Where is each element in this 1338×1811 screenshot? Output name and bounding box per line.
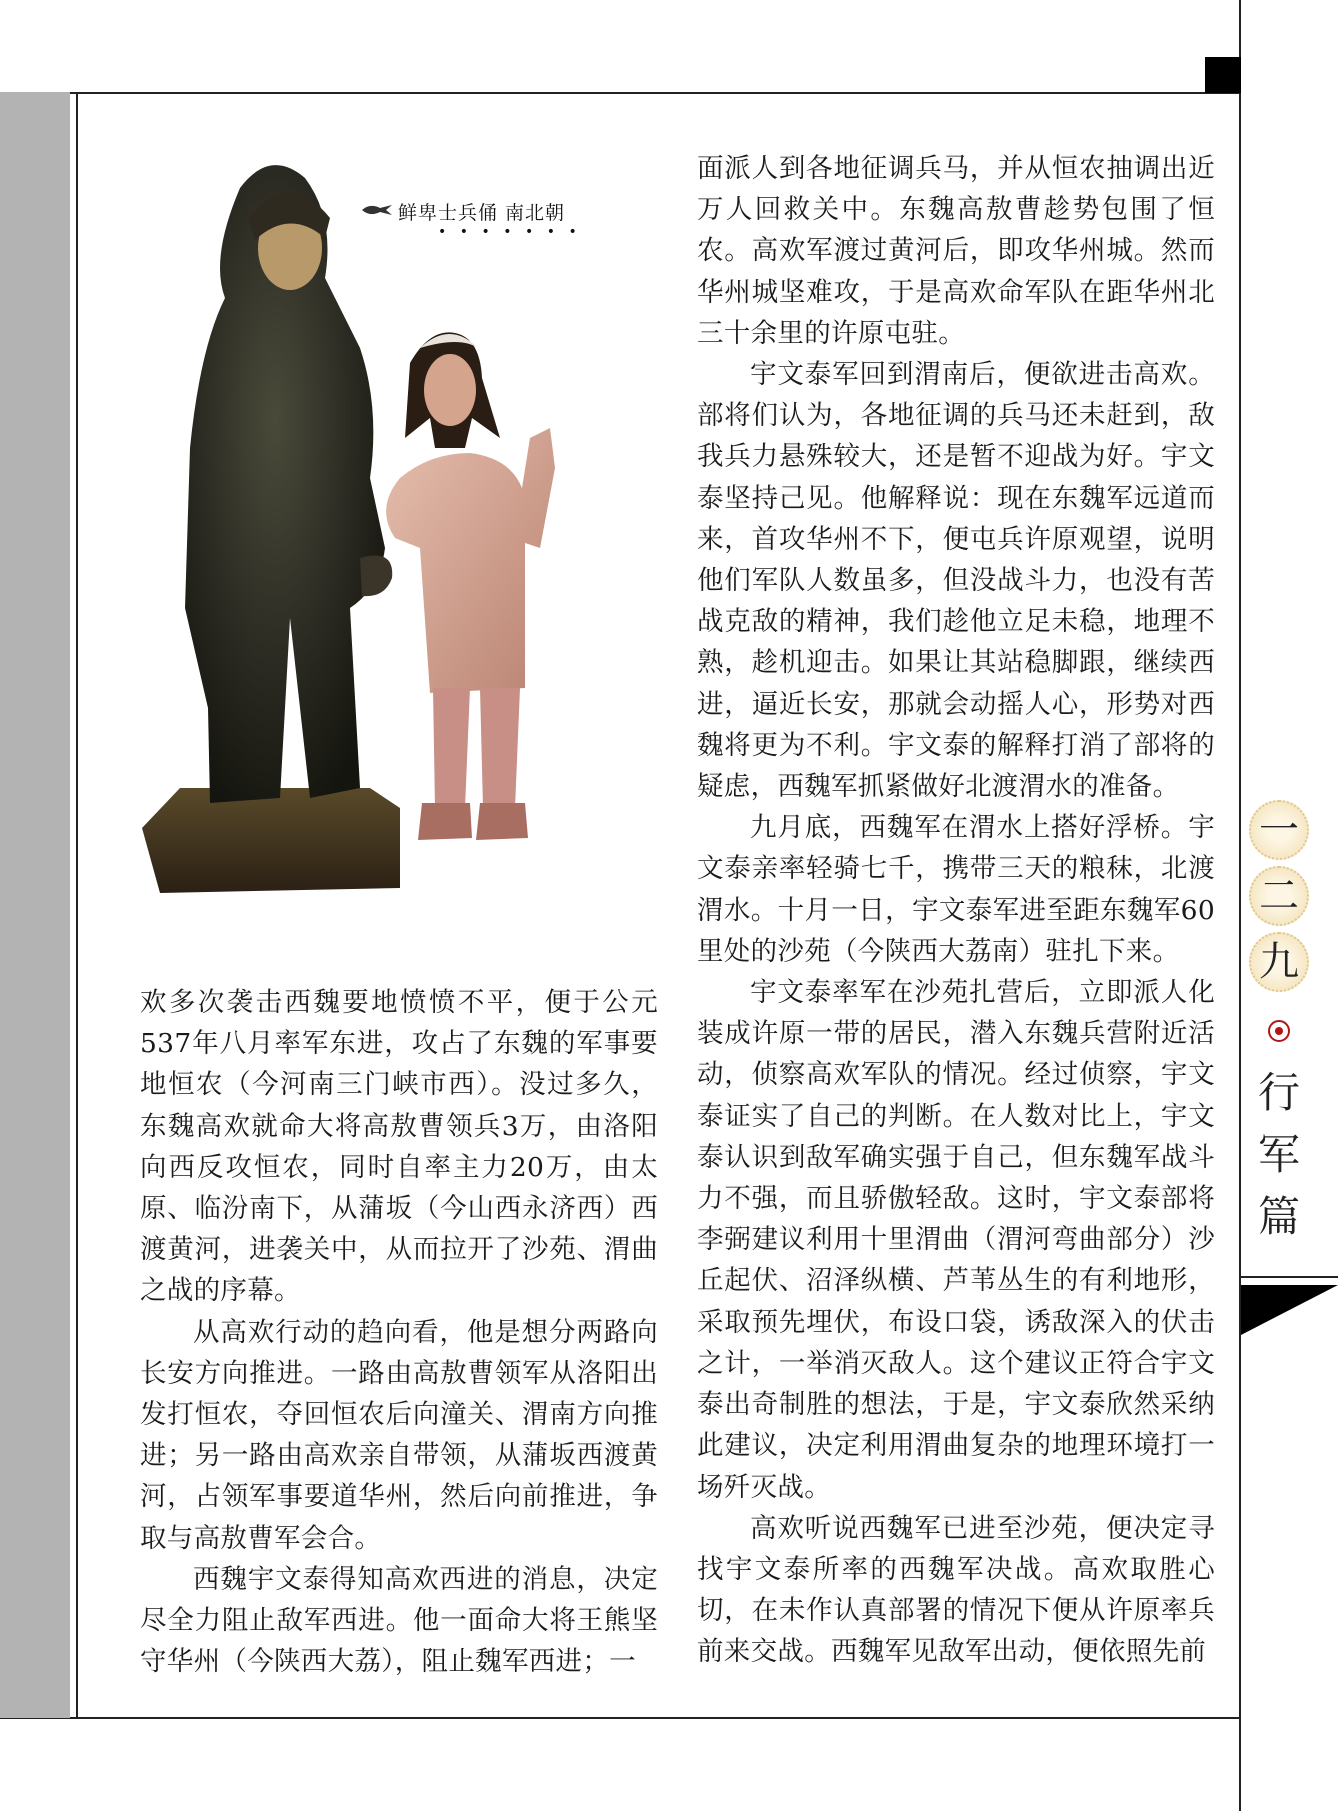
side-index [1244, 800, 1314, 1248]
caption-text: 鲜卑士兵俑 南北朝 [398, 202, 566, 224]
caption-marker-icon [360, 202, 394, 218]
target-bullet-icon [1268, 1020, 1290, 1042]
side-tab-rule [1241, 1276, 1338, 1278]
paragraph: 面派人到各地征调兵马，并从恒农抽调出近万人回救关中。东魏高敖曹趁势包围了恒农。高欢军渡过黄河后，即攻华州城。然而华州城坚难攻，于是高欢命军队在距华州北三十余里的许原屯驻。 [697, 153, 1215, 349]
paragraph: 宇文泰军回到渭南后，便欲进击高欢。部将们认为，各地征调的兵马还未赶到，敌我兵力悬殊较大，还是暂不迎战为好。宇文泰坚持己见。他解释说：现在东魏军远道而来，首攻华州不下，便屯兵许原观望，说明他们军队人数虽多，但没战斗力，也没有苦战克敌的精神，我们趁他立足未稳，地理不熟，趁机迎击。如果让其站稳脚跟，继续西进，逼近长安，那就会动摇人心，形势对西魏将更为不利。宇文泰的解释打消了部将的疑虑，西魏军抓紧做好北渡渭水的准备。 [697, 359, 1215, 803]
caption-emphasis-dots: ••••••• [438, 224, 591, 240]
paragraph: 高欢听说西魏军已进至沙苑，便决定寻找宇文泰所率的西魏军决战。高欢取胜心切，在未作认真部署的情况下便从许原率兵前来交战。西魏军见敌军出动，便依照先前 [697, 1512, 1215, 1668]
text-column-left [140, 982, 658, 1682]
paragraph: 九月底，西魏军在渭水上搭好浮桥。宇文泰亲率轻骑七千，携带三天的粮秣，北渡渭水。十月一日，宇文泰军进至距东魏军60里处的沙苑（今陕西大荔南）驻扎下来。 [697, 812, 1215, 967]
page-number-char: 九 [1249, 932, 1309, 992]
figurine-illustration [130, 148, 660, 938]
paragraph: 宇文泰率军在沙苑扎营后，立即派人化装成许原一带的居民，潜入东魏兵营附近活动，侦察高欢军队的情况。经过侦察，宇文泰证实了自己的判断。在人数对比上，宇文泰认识到敌军确实强于自己，但东魏军战斗力不强，而且骄傲轻敌。这时，宇文泰部将李弼建议利用十里渭曲（渭河弯曲部分）沙丘起伏、沼泽纵横、芦苇丛生的有利地形，采取预先埋伏，布设口袋，诱敌深入的伏击之计，一举消灭敌人。这个建议正符合宇文泰出奇制胜的想法，于是，宇文泰欣然采纳此建议，决定利用渭曲复杂的地理环境打一场歼灭战。 [697, 977, 1215, 1503]
right-rule [1239, 0, 1241, 1811]
page-number-char: 二 [1249, 866, 1309, 926]
bottom-rule [0, 1717, 1241, 1719]
paragraph: 从高欢行动的趋向看，他是想分两路向长安方向推进。一路由高敖曹领军从洛阳出发打恒农，夺回恒农后向潼关、渭南方向推进；另一路由高欢亲自带领，从蒲坂西渡黄河，占领军事要道华州，然后向前推进，争取与高敖曹军会合。 [140, 1316, 658, 1554]
margin-band [0, 92, 70, 1718]
side-tab-wedge [1241, 1285, 1338, 1335]
section-title-char: 军 [1257, 1130, 1300, 1179]
section-title-char: 行 [1257, 1068, 1300, 1117]
paragraph: 欢多次袭击西魏要地愤愤不平，便于公元537年八月率军东进，攻占了东魏的军事要地恒农（今河南三门峡市西）。没过多久，东魏高欢就命大将高敖曹领兵3万，由洛阳向西反攻恒农，同时自率主力20万，由太原、临汾南下，从蒲坂（今山西永济西）西渡黄河，进袭关中，从而拉开了沙苑、渭曲之战的序幕。 [140, 987, 658, 1307]
inner-left-rule [76, 92, 78, 1718]
corner-marker [1205, 57, 1241, 93]
top-rule [0, 92, 1241, 94]
figure-caption [398, 198, 591, 240]
section-title-char: 篇 [1257, 1192, 1300, 1241]
paragraph: 西魏宇文泰得知高欢西进的消息，决定尽全力阻止敌军西进。他一面命大将王熊坚守华州（今陕西大荔），阻止魏军西进；一 [140, 1563, 658, 1678]
text-column-right [697, 148, 1215, 1673]
page-number-char: 一 [1249, 800, 1309, 860]
